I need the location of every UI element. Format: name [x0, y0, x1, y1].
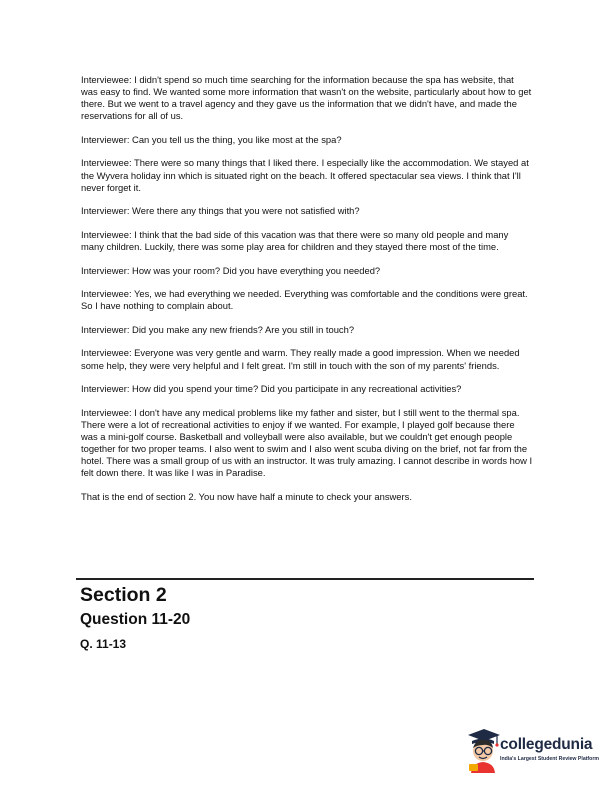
transcript-paragraph: Interviewer: How did you spend your time? Did you participate in any recreational activities? [81, 383, 462, 395]
transcript-paragraph: Interviewer: Were there any things that you were not satisfied with? [81, 205, 360, 217]
transcript-paragraph: Interviewee: I don't have any medical problems like my father and sister, but I still went to the thermal spa. There were a lot of recreational activities to enjoy if we wanted. For example, I played golf because there was a mini-golf course. Basketball and volleyball were also available, but we couldn't get enough people together for two proper teams. I also went to swim and I also went scuba diving on the brief, not far from the hotel. There was a small group of us with an instructor. It was truly amazing. I cannot describe in words how I felt down there. It was like I was in Paradise. [81, 406, 533, 479]
transcript-paragraph: Interviewee: Yes, we had everything we needed. Everything was comfortable and the conditions were great. So I have nothing to complain about. [81, 288, 528, 312]
section-divider [76, 578, 534, 580]
question-range-heading: Question 11-20 [80, 611, 191, 628]
transcript-paragraph: Interviewer: How was your room? Did you have everything you needed? [81, 264, 381, 276]
section-title: Section 2 [80, 584, 167, 606]
transcript-paragraph: Interviewer: Can you tell us the thing, you like most at the spa? [81, 133, 342, 145]
transcript-closing: That is the end of section 2. You now have half a minute to check your answers. [81, 490, 412, 502]
transcript-text [81, 74, 533, 514]
transcript-paragraph: Interviewee: There were so many things that I liked there. I especially like the accommodation. We stayed at the Wyvera holiday inn which is situated right on the beach. It offered spectacular sea views. I think that I'll never forget it. [81, 157, 529, 193]
brand-tagline: India's Largest Student Review Platform [500, 756, 599, 762]
transcript-paragraph: Interviewee: I think that the bad side of this vacation was that there were so many old people and many many children. Luckily, there was some play area for children and they stayed there most of the time. [81, 228, 509, 252]
transcript-paragraph: Interviewer: Did you make any new friends? Are you still in touch? [81, 323, 355, 335]
transcript-paragraph: Interviewee: Everyone was very gentle and warm. They really made a good impression. When we needed some help, they were very helpful and I felt great. I'm still in touch with the son of my parents' friends. [81, 347, 520, 371]
collegedunia-logo [462, 726, 612, 776]
transcript-paragraph: Interviewee: I didn't spend so much time searching for the information because the spa has website, that was easy to find. We wanted some more information that wasn't on the website, particularly about how to get there. But we went to a travel agency and they gave us the information that we didn't have, and made the reservations for all of us. [81, 74, 532, 122]
question-subrange: Q. 11-13 [80, 637, 127, 651]
graduate-mascot-icon [462, 726, 502, 774]
brand-name: collegedunia [500, 736, 593, 753]
